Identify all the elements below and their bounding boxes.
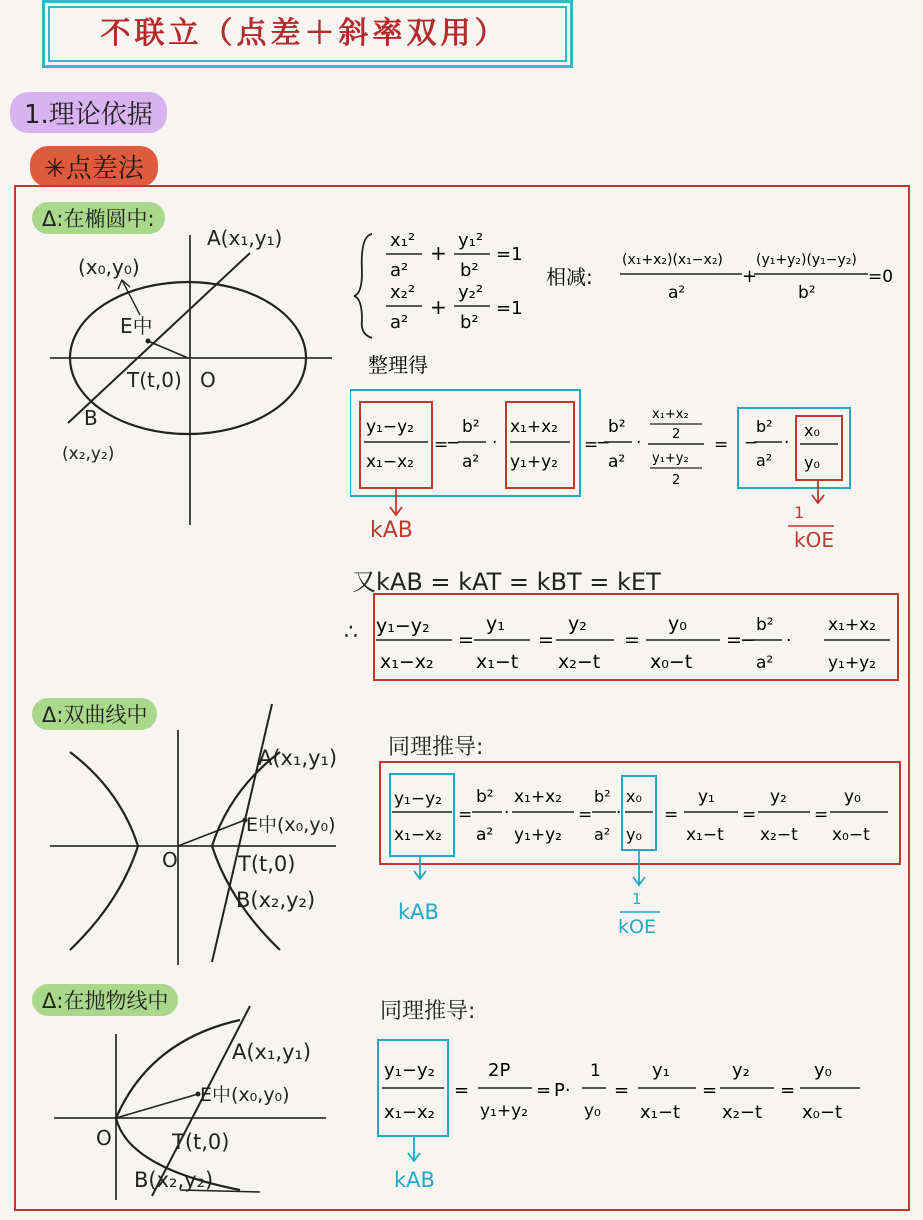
th-y0: y₀: [668, 613, 687, 635]
p-y1py2: y₁+y₂: [480, 1101, 528, 1121]
org-b2-2: b²: [608, 417, 626, 437]
parabola-point-t: T(t,0): [172, 1130, 230, 1154]
sub-eq0: =0: [868, 267, 894, 287]
sub-plus: +: [742, 266, 758, 287]
ellipse-point-b-coord: (x₂,y₂): [62, 444, 115, 464]
th-eq1: =: [458, 629, 474, 651]
h-dot1: ·: [504, 803, 510, 823]
h-x2mt: x₂−t: [760, 825, 798, 845]
th-neg: −: [740, 629, 756, 651]
ellipse-point-t: T(t,0): [127, 368, 182, 392]
h-y2: y₂: [770, 787, 787, 807]
h-x1mx2: x₁−x₂: [394, 825, 442, 845]
ellipse-label: Δ:在椭圆中:: [32, 202, 165, 234]
org-neg1: −: [446, 433, 461, 453]
eq2-x2sq: x₂²: [390, 282, 416, 303]
th-y1: y₁: [486, 613, 505, 635]
p-y2: y₂: [732, 1060, 750, 1081]
h-eq4: =: [742, 805, 757, 825]
subtract-label: 相减:: [546, 265, 593, 289]
p-eq5: =: [780, 1080, 796, 1101]
p-eq2: =: [536, 1080, 552, 1101]
ellipse-equations: [350, 222, 910, 692]
ellipse-koe-label: kOE: [794, 528, 834, 552]
th-eq4: =: [726, 629, 742, 651]
parabola-point-b: B(x₂,y₂): [134, 1168, 214, 1192]
section-heading: 1.理论依据: [10, 92, 167, 133]
org-dot1: ·: [492, 433, 498, 453]
p-y1: y₁: [652, 1060, 670, 1081]
org-dot2: ·: [636, 433, 642, 453]
p-x1mx2: x₁−x₂: [384, 1102, 435, 1123]
org-y1my2: y₁−y₂: [366, 417, 414, 437]
h-y0: y₀: [626, 825, 642, 844]
org-neg2: −: [596, 433, 611, 453]
th-a2: a²: [756, 653, 774, 673]
h-dot2: ·: [616, 803, 622, 823]
h-x0: x₀: [626, 787, 642, 806]
method-heading: ✳点差法: [30, 146, 158, 187]
sub-b2: b²: [798, 283, 816, 303]
p-y0-b: y₀: [814, 1060, 832, 1081]
org-neg3: −: [744, 433, 759, 453]
h-y1: y₁: [698, 787, 715, 807]
eq1-equals-one: =1: [496, 244, 523, 265]
eq2-equals-one: =1: [496, 298, 523, 319]
org-b2-3: b²: [756, 417, 773, 436]
th-y1py2: y₁+y₂: [828, 653, 876, 673]
org-y1py2-half: y₁+y₂: [652, 451, 689, 466]
therefore-symbol: ∴: [344, 620, 358, 645]
p-x2mt: x₂−t: [722, 1102, 763, 1123]
th-eq3: =: [624, 629, 640, 651]
hyperbola-label: Δ:双曲线中: [32, 698, 157, 730]
ellipse-kab-label: kAB: [370, 518, 413, 543]
h-y1my2: y₁−y₂: [394, 789, 442, 809]
org-a2-2: a²: [608, 452, 626, 472]
hyperbola-origin: O: [162, 848, 178, 872]
h-x1mt: x₁−t: [686, 825, 724, 845]
ellipse-point-a: A(x₁,y₁): [207, 226, 283, 250]
th-b2: b²: [756, 615, 774, 635]
h-x0mt: x₀−t: [832, 825, 870, 845]
h-a2: a²: [476, 825, 494, 845]
hyperbola-point-a: A(x₁,y₁): [258, 746, 338, 770]
org-eq1: =: [434, 435, 449, 455]
org-two-1: 2: [672, 427, 681, 442]
eq1-x1sq: x₁²: [390, 230, 416, 251]
h-eq5: =: [814, 805, 829, 825]
hyperbola-point-e: E中(x₀,y₀): [246, 814, 336, 836]
parabola-point-e: E中(x₀,y₀): [200, 1084, 290, 1106]
parabola-label: Δ:在抛物线中: [32, 984, 178, 1016]
sub-num-y: (y₁+y₂)(y₁−y₂): [756, 252, 857, 268]
h-x1px2: x₁+x₂: [514, 787, 562, 807]
h-eq1: =: [458, 805, 473, 825]
org-x1px2-half: x₁+x₂: [652, 407, 689, 422]
org-x1mx2-b: x₁−x₂: [380, 651, 434, 673]
org-y1my2-b: y₁−y₂: [376, 615, 430, 637]
org-a2: a²: [462, 452, 480, 472]
parabola-equations: [374, 1036, 884, 1186]
th-x1mt: x₁−t: [476, 651, 519, 673]
p-one: 1: [590, 1061, 601, 1081]
h-b2-2: b²: [594, 787, 611, 806]
sub-a2: a²: [668, 283, 686, 303]
th-x2mt: x₂−t: [558, 651, 601, 673]
hyperbola-kab-label: kAB: [398, 900, 439, 924]
ellipse-point-e: E中: [120, 314, 153, 338]
eq1-y1sq: y₁²: [458, 230, 484, 251]
org-b2: b²: [462, 417, 480, 437]
parabola-kab-label: kAB: [394, 1168, 435, 1192]
hyperbola-point-t: T(t,0): [238, 852, 296, 876]
eq1-a2: a²: [390, 260, 409, 281]
p-x1mt: x₁−t: [640, 1102, 681, 1123]
parabola-point-a: A(x₁,y₁): [232, 1040, 312, 1064]
org-x0: x₀: [804, 421, 820, 440]
h-eq2: =: [578, 805, 593, 825]
ellipse-point-b: B: [84, 406, 98, 430]
p-P: P·: [554, 1080, 571, 1101]
eq2-y2sq: y₂²: [458, 282, 484, 303]
org-eq3: =: [714, 435, 729, 455]
p-eq3: =: [614, 1080, 630, 1101]
p-y1my2: y₁−y₂: [384, 1060, 435, 1081]
th-eq2: =: [538, 629, 554, 651]
th-x0mt: x₀−t: [650, 651, 693, 673]
p-2p: 2P: [488, 1060, 511, 1081]
eq1-b2: b²: [460, 260, 479, 281]
eq2-b2: b²: [460, 312, 479, 333]
h-y1py2: y₁+y₂: [514, 825, 562, 845]
ellipse-midpoint-coord: (x₀,y₀): [78, 255, 140, 279]
org-x1mx2: x₁−x₂: [366, 452, 414, 472]
hyperbola-koe-label: kOE: [618, 916, 656, 938]
org-eq2: =: [584, 435, 599, 455]
org-y0: y₀: [804, 453, 820, 472]
sub-num-x: (x₁+x₂)(x₁−x₂): [622, 252, 723, 268]
p-y0: y₀: [584, 1101, 601, 1121]
org-y1py2: y₁+y₂: [510, 452, 558, 472]
h-one: 1: [632, 890, 642, 908]
eq1-plus: +: [430, 241, 447, 265]
organize-label: 整理得: [368, 353, 428, 377]
eq2-a2: a²: [390, 312, 409, 333]
page-title: 不联立（点差＋斜率双用）: [100, 16, 509, 51]
eq2-plus: +: [430, 295, 447, 319]
org-dot3: ·: [784, 433, 790, 453]
also-slopes-equal: 又kAB = kAT = kBT = kET: [352, 568, 661, 596]
h-b2: b²: [476, 787, 494, 807]
org-x1px2: x₁+x₂: [510, 417, 558, 437]
ellipse-origin: O: [200, 368, 216, 392]
org-two-2: 2: [672, 473, 681, 488]
hyperbola-similar: 同理推导:: [388, 735, 484, 760]
th-y2: y₂: [568, 613, 587, 635]
hyperbola-point-b: B(x₂,y₂): [236, 888, 316, 912]
th-dot: ·: [786, 631, 792, 651]
h-a2-2: a²: [594, 825, 611, 844]
h-y0-b: y₀: [844, 787, 861, 807]
org-one: 1: [794, 503, 805, 522]
parabola-origin: O: [96, 1126, 112, 1150]
p-x0mt: x₀−t: [802, 1102, 843, 1123]
p-eq1: =: [454, 1080, 470, 1101]
org-a2-3: a²: [756, 451, 773, 470]
th-x1px2: x₁+x₂: [828, 615, 876, 635]
parabola-similar: 同理推导:: [380, 999, 476, 1024]
p-eq4: =: [702, 1080, 718, 1101]
h-eq3: =: [664, 805, 679, 825]
